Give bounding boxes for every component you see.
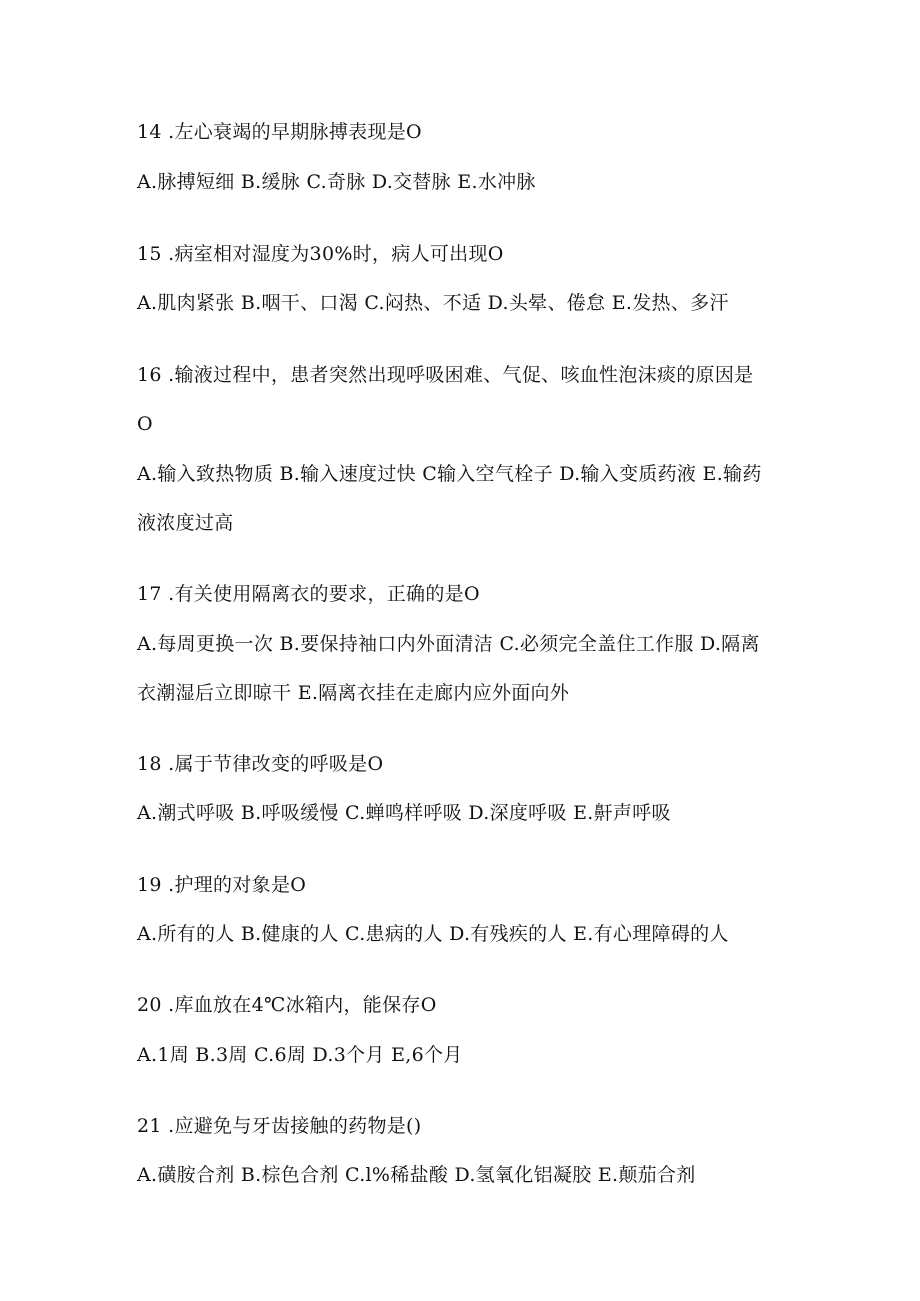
- question-14-options: A.脉搏短细 B.缓脉 C.奇脉 D.交替脉 E.水冲脉: [137, 171, 536, 193]
- question-17-options: A.每周更换一次 B.要保持袖口内外面清洁 C.必须完全盖住工作服 D.隔离: [137, 633, 760, 655]
- question-20-options: A.1周 B.3周 C.6周 D.3个月 E,6个月: [137, 1044, 463, 1066]
- question-15-options: A.肌肉紧张 B.咽干、口渴 C.闷热、不适 D.头晕、倦怠 E.发热、多汗: [137, 292, 729, 314]
- question-15-stem: 15 .病室相对湿度为30%时，病人可出现O: [137, 243, 504, 265]
- question-20-stem: 20 .库血放在4℃冰箱内，能保存O: [137, 994, 437, 1016]
- question-21-options: A.磺胺合剂 B.棕色合剂 C.l%稀盐酸 D.氢氧化铝凝胶 E.颠茄合剂: [137, 1164, 696, 1186]
- question-19-options: A.所有的人 B.健康的人 C.患病的人 D.有残疾的人 E.有心理障碍的人: [137, 923, 729, 945]
- question-16-stem-cont: O: [137, 413, 153, 435]
- question-16-options-cont: 液浓度过高: [137, 512, 234, 534]
- question-16-stem: 16 .输液过程中，患者突然出现呼吸困难、气促、咳血性泡沫痰的原因是: [137, 364, 754, 386]
- question-18-stem: 18 .属于节律改变的呼吸是O: [137, 753, 384, 775]
- question-19-stem: 19 .护理的对象是O: [137, 874, 307, 896]
- question-21-stem: 21 .应避免与牙齿接触的药物是(): [137, 1115, 422, 1137]
- question-18-options: A.潮式呼吸 B.呼吸缓慢 C.蝉鸣样呼吸 D.深度呼吸 E.鼾声呼吸: [137, 802, 671, 824]
- question-14-stem: 14 .左心衰竭的早期脉搏表现是O: [137, 121, 422, 143]
- question-17-stem: 17 .有关使用隔离衣的要求，正确的是O: [137, 583, 480, 605]
- question-16-options: A.输入致热物质 B.输入速度过快 C输入空气栓子 D.输入变质药液 E.输药: [137, 463, 762, 485]
- question-17-options-cont: 衣潮湿后立即晾干 E.隔离衣挂在走廊内应外面向外: [137, 682, 570, 704]
